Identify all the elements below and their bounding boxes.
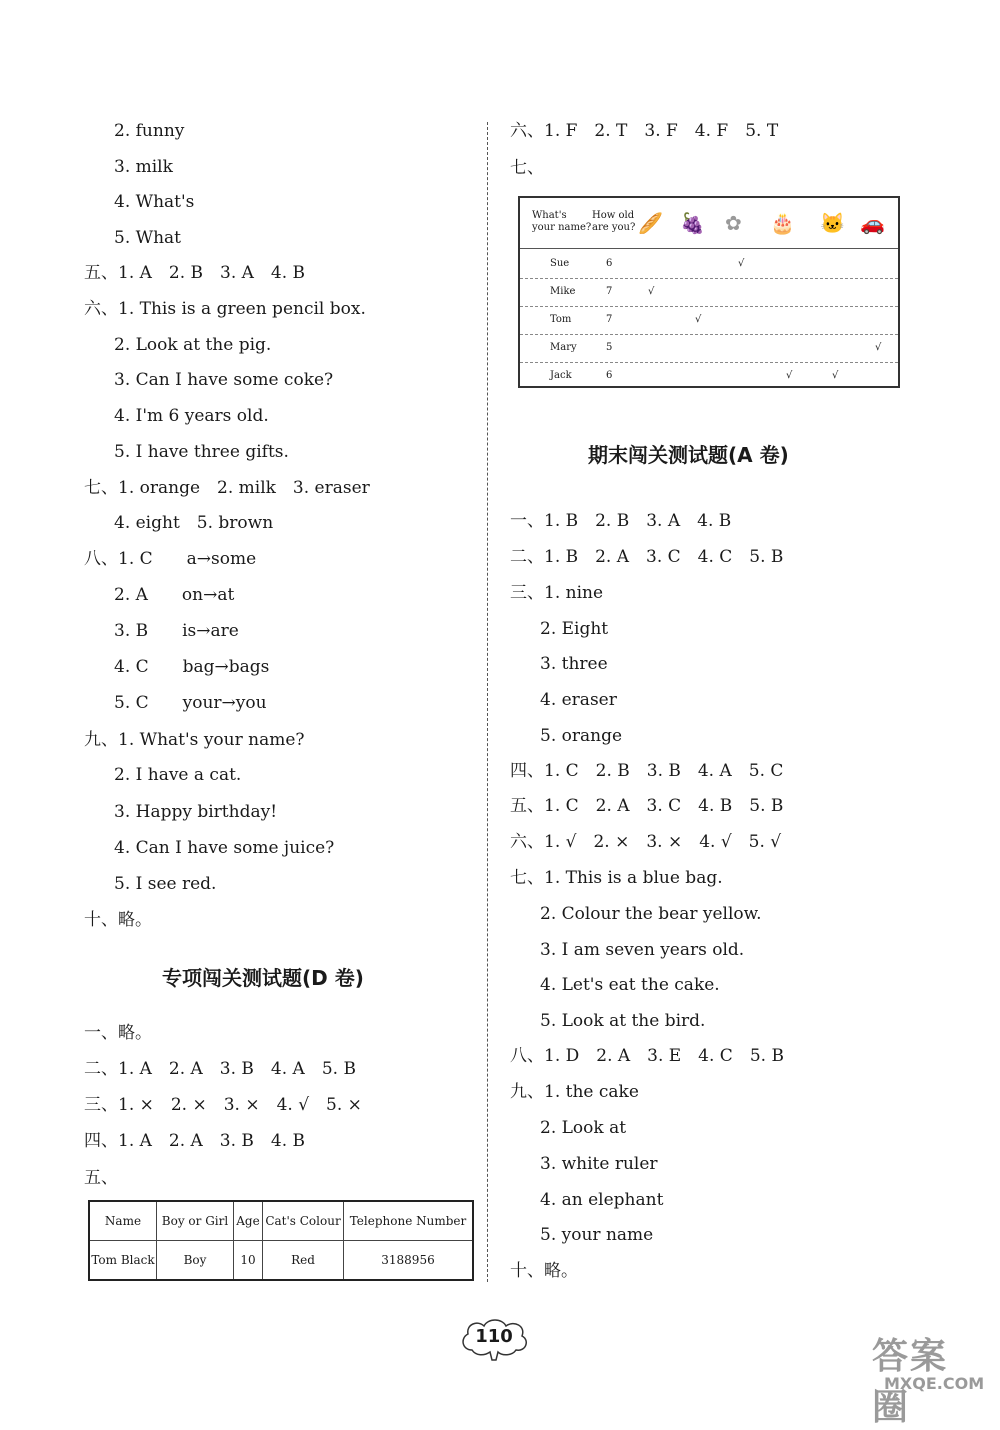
- cat-icon: 🐱: [820, 211, 845, 235]
- row-age: 6: [606, 370, 613, 381]
- answer-line: 三、1. nine: [510, 583, 604, 603]
- section-title-a: 期末闯关测试题(A 卷): [588, 443, 789, 467]
- page-number-badge: [458, 1318, 530, 1364]
- answer-line: 5. orange: [540, 726, 623, 746]
- answer-line: 4. What's: [114, 192, 195, 212]
- row-mark: √: [875, 342, 882, 353]
- table-cell: 10: [234, 1241, 263, 1281]
- answer-line: 5. C your→you: [114, 693, 267, 713]
- answer-line: 3. three: [540, 654, 608, 674]
- answer-line: 5. I have three gifts.: [114, 442, 289, 462]
- answer-line: 八、1. D 2. A 3. E 4. C 5. B: [510, 1046, 784, 1066]
- section-title-d: 专项闯关测试题(D 卷): [162, 966, 364, 990]
- answer-line: 四、1. A 2. A 3. B 4. B: [84, 1131, 306, 1151]
- answer-line: 4. I'm 6 years old.: [114, 406, 269, 426]
- row-name: Sue: [550, 258, 570, 269]
- table-row: [520, 334, 898, 363]
- answer-line: 五、: [84, 1168, 118, 1188]
- watermark-url: MXQE.COM: [884, 1374, 985, 1393]
- answer-line: 七、1. orange 2. milk 3. eraser: [84, 478, 370, 498]
- answer-line: 十、略。: [84, 910, 152, 930]
- table-cell: Boy: [157, 1241, 234, 1281]
- row-mark: √: [738, 258, 745, 269]
- table-row: [520, 362, 898, 390]
- answer-line: 六、1. This is a green pencil box.: [84, 299, 366, 319]
- answer-line: 五、1. C 2. A 3. C 4. B 5. B: [510, 796, 784, 816]
- answer-line: 3. milk: [114, 157, 173, 177]
- answer-line: 三、1. × 2. × 3. × 4. √ 5. ×: [84, 1095, 362, 1115]
- header-age: How old are you?: [592, 210, 636, 233]
- answer-line: 5. What: [114, 228, 182, 248]
- row-age: 7: [606, 314, 613, 325]
- row-name: Tom: [550, 314, 572, 325]
- answer-line: 七、1. This is a blue bag.: [510, 868, 723, 888]
- info-table: [88, 1200, 474, 1281]
- answer-line: 2. Look at the pig.: [114, 335, 272, 355]
- table-header-cell: Name: [89, 1201, 157, 1241]
- answer-line: 一、1. B 2. B 3. A 4. B: [510, 511, 732, 531]
- answer-line: 2. Eight: [540, 619, 609, 639]
- answer-line: 4. an elephant: [540, 1190, 664, 1210]
- answer-line: 2. I have a cat.: [114, 765, 242, 785]
- answer-line: 九、1. What's your name?: [84, 730, 305, 750]
- answer-line: 4. C bag→bags: [114, 657, 270, 677]
- answer-line: 4. eight 5. brown: [114, 513, 274, 533]
- answer-line: 4. eraser: [540, 690, 617, 710]
- answer-line: 2. Look at: [540, 1118, 627, 1138]
- answer-line: 十、略。: [510, 1261, 578, 1281]
- table-row: [89, 1241, 473, 1281]
- candy-icon: ✿: [725, 211, 742, 235]
- answer-line: 六、1. √ 2. × 3. × 4. √ 5. √: [510, 832, 782, 852]
- row-name: Jack: [550, 370, 572, 381]
- table-cell: Tom Black: [89, 1241, 157, 1281]
- row-age: 5: [606, 342, 613, 353]
- row-mark: √: [786, 370, 793, 381]
- table-cell: Red: [263, 1241, 344, 1281]
- column-divider: [487, 122, 488, 1282]
- table-header-cell: Cat's Colour: [263, 1201, 344, 1241]
- answer-line: 二、1. A 2. A 3. B 4. A 5. B: [84, 1059, 356, 1079]
- table-row: [520, 250, 898, 279]
- row-mark: √: [648, 286, 655, 297]
- answer-line: 3. I am seven years old.: [540, 940, 745, 960]
- answer-line: 3. B is→are: [114, 621, 239, 641]
- row-name: Mary: [550, 342, 577, 353]
- row-age: 7: [606, 286, 613, 297]
- answer-line: 2. Colour the bear yellow.: [540, 904, 762, 924]
- header-name: What's your name?: [532, 210, 592, 233]
- answer-line: 3. white ruler: [540, 1154, 658, 1174]
- watermark-logo: 答案圈: [872, 1336, 949, 1428]
- answer-line: 六、1. F 2. T 3. F 4. F 5. T: [510, 121, 779, 141]
- answer-line: 4. Let's eat the cake.: [540, 975, 720, 995]
- answer-line: 5. Look at the bird.: [540, 1011, 706, 1031]
- answer-line: 4. Can I have some juice?: [114, 838, 335, 858]
- table-header-row: [89, 1201, 473, 1241]
- picture-table-header: [520, 198, 898, 249]
- answer-line: 四、1. C 2. B 3. B 4. A 5. C: [510, 761, 784, 781]
- bread-icon: 🥖: [638, 211, 663, 235]
- table-header-cell: Telephone Number: [344, 1201, 474, 1241]
- toy-icon: 🚗: [860, 211, 885, 235]
- cake-icon: 🎂: [770, 211, 795, 235]
- answer-line: 五、1. A 2. B 3. A 4. B: [84, 263, 306, 283]
- watermark: [872, 1328, 985, 1428]
- row-mark: √: [832, 370, 839, 381]
- answer-line: 八、1. C a→some: [84, 549, 257, 569]
- page-number: 110: [475, 1326, 513, 1347]
- answer-line: 七、: [510, 158, 544, 178]
- answer-line: 5. your name: [540, 1225, 654, 1245]
- answer-line: 九、1. the cake: [510, 1082, 639, 1102]
- row-age: 6: [606, 258, 613, 269]
- answer-line: 一、略。: [84, 1023, 152, 1043]
- row-mark: √: [695, 314, 702, 325]
- row-name: Mike: [550, 286, 576, 297]
- answer-line: 5. I see red.: [114, 874, 217, 894]
- table-cell: 3188956: [344, 1241, 474, 1281]
- answer-line: 二、1. B 2. A 3. C 4. C 5. B: [510, 547, 784, 567]
- answer-line: 3. Happy birthday!: [114, 802, 278, 822]
- table-header-cell: Boy or Girl: [157, 1201, 234, 1241]
- table-header-cell: Age: [234, 1201, 263, 1241]
- picture-table: [518, 196, 900, 388]
- answer-line: 3. Can I have some coke?: [114, 370, 334, 390]
- table-row: [520, 306, 898, 335]
- table-row: [520, 278, 898, 307]
- grapes-icon: 🍇: [680, 211, 705, 235]
- answer-line: 2. funny: [114, 121, 185, 141]
- answer-line: 2. A on→at: [114, 585, 235, 605]
